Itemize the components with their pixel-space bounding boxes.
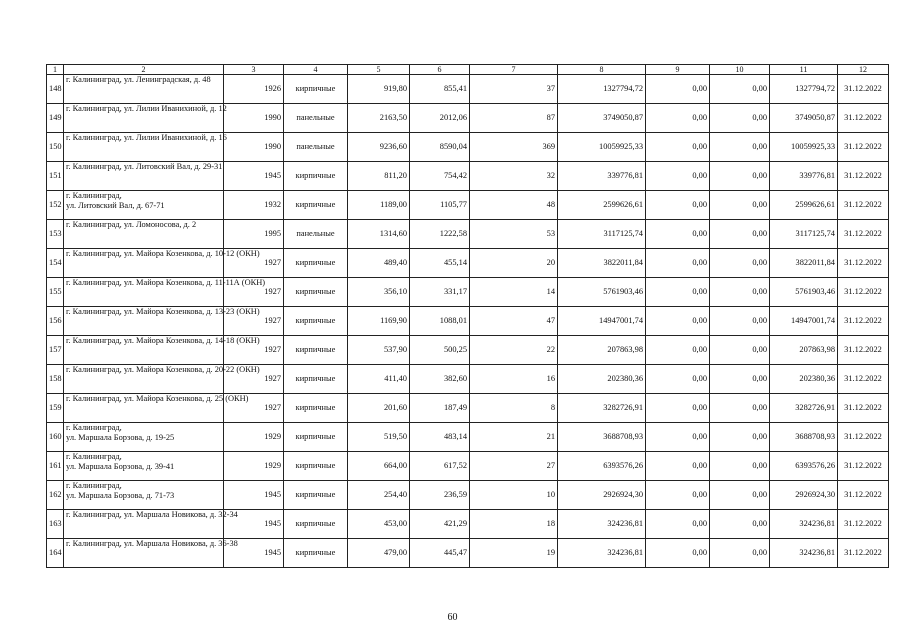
value-cell: 5761903,46 <box>558 278 646 307</box>
address-cell: г. Калининград, ул. Маршала Новикова, д. 32-34 <box>64 510 224 539</box>
row-number-cell: 158 <box>47 365 64 394</box>
value-cell: 0,00 <box>646 278 710 307</box>
year-cell: 1927 <box>224 307 284 336</box>
value-cell: 382,60 <box>410 365 470 394</box>
value-cell: 21 <box>470 423 558 452</box>
value-cell: 0,00 <box>646 133 710 162</box>
wall-material-cell: панельные <box>284 104 348 133</box>
row-number-cell: 152 <box>47 191 64 220</box>
year-cell: 1932 <box>224 191 284 220</box>
value-cell: 0,00 <box>646 481 710 510</box>
value-cell: 22 <box>470 336 558 365</box>
table-row <box>47 452 889 481</box>
wall-material-cell: кирпичные <box>284 365 348 394</box>
wall-material-cell: кирпичные <box>284 249 348 278</box>
value-cell: 664,00 <box>348 452 410 481</box>
table-row <box>47 423 889 452</box>
date-cell: 31.12.2022 <box>838 539 889 568</box>
value-cell: 0,00 <box>710 510 770 539</box>
value-cell: 0,00 <box>710 394 770 423</box>
value-cell: 0,00 <box>646 162 710 191</box>
value-cell: 9236,60 <box>348 133 410 162</box>
table-row <box>47 133 889 162</box>
address-cell: г. Калининград, ул. Майора Козенкова, д. 14-18 (ОКН) <box>64 336 224 365</box>
value-cell: 1088,01 <box>410 307 470 336</box>
date-cell: 31.12.2022 <box>838 278 889 307</box>
table-row <box>47 220 889 249</box>
value-cell: 455,14 <box>410 249 470 278</box>
value-cell: 489,40 <box>348 249 410 278</box>
address-cell: г. Калининград, ул. Ломоносова, д. 2 <box>64 220 224 249</box>
value-cell: 0,00 <box>710 307 770 336</box>
value-cell: 339776,81 <box>770 162 838 191</box>
value-cell: 37 <box>470 75 558 104</box>
value-cell: 3688708,93 <box>770 423 838 452</box>
date-cell: 31.12.2022 <box>838 162 889 191</box>
value-cell: 445,47 <box>410 539 470 568</box>
year-cell: 1927 <box>224 278 284 307</box>
value-cell: 19 <box>470 539 558 568</box>
value-cell: 18 <box>470 510 558 539</box>
wall-material-cell: кирпичные <box>284 394 348 423</box>
address-cell: г. Калининград, ул. Майора Козенкова, д. 10-12 (ОКН) <box>64 249 224 278</box>
value-cell: 0,00 <box>646 75 710 104</box>
value-cell: 32 <box>470 162 558 191</box>
value-cell: 453,00 <box>348 510 410 539</box>
address-cell: г. Калининград, ул. Маршала Новикова, д. 36-38 <box>64 539 224 568</box>
value-cell: 519,50 <box>348 423 410 452</box>
row-number-cell: 148 <box>47 75 64 104</box>
value-cell: 3822011,84 <box>770 249 838 278</box>
value-cell: 2926924,30 <box>558 481 646 510</box>
value-cell: 3822011,84 <box>558 249 646 278</box>
year-cell: 1929 <box>224 423 284 452</box>
table-row <box>47 336 889 365</box>
value-cell: 0,00 <box>646 423 710 452</box>
housing-table <box>46 64 889 568</box>
address-cell: г. Калининград, ул. Литовский Вал, д. 67-71 <box>64 191 224 220</box>
column-header: 6 <box>410 65 470 75</box>
value-cell: 0,00 <box>646 365 710 394</box>
value-cell: 202380,36 <box>770 365 838 394</box>
row-number-cell: 154 <box>47 249 64 278</box>
value-cell: 0,00 <box>646 394 710 423</box>
date-cell: 31.12.2022 <box>838 104 889 133</box>
value-cell: 10059925,33 <box>770 133 838 162</box>
date-cell: 31.12.2022 <box>838 133 889 162</box>
value-cell: 14 <box>470 278 558 307</box>
wall-material-cell: кирпичные <box>284 452 348 481</box>
value-cell: 0,00 <box>646 104 710 133</box>
wall-material-cell: кирпичные <box>284 191 348 220</box>
value-cell: 2599626,61 <box>558 191 646 220</box>
value-cell: 2926924,30 <box>770 481 838 510</box>
value-cell: 0,00 <box>646 539 710 568</box>
table-row <box>47 278 889 307</box>
value-cell: 14947001,74 <box>770 307 838 336</box>
wall-material-cell: панельные <box>284 133 348 162</box>
address-cell: г. Калининград, ул. Майора Козенкова, д. 11-11А (ОКН) <box>64 278 224 307</box>
wall-material-cell: кирпичные <box>284 75 348 104</box>
date-cell: 31.12.2022 <box>838 394 889 423</box>
year-cell: 1929 <box>224 452 284 481</box>
address-cell: г. Калининград, ул. Лилии Иванихиной, д. 12 <box>64 104 224 133</box>
value-cell: 14947001,74 <box>558 307 646 336</box>
value-cell: 0,00 <box>710 220 770 249</box>
row-number-cell: 156 <box>47 307 64 336</box>
value-cell: 2012,06 <box>410 104 470 133</box>
column-header: 5 <box>348 65 410 75</box>
value-cell: 324236,81 <box>770 510 838 539</box>
row-number-cell: 160 <box>47 423 64 452</box>
value-cell: 411,40 <box>348 365 410 394</box>
value-cell: 187,49 <box>410 394 470 423</box>
year-cell: 1945 <box>224 162 284 191</box>
value-cell: 421,29 <box>410 510 470 539</box>
wall-material-cell: кирпичные <box>284 278 348 307</box>
value-cell: 1189,00 <box>348 191 410 220</box>
value-cell: 0,00 <box>710 336 770 365</box>
value-cell: 3282726,91 <box>558 394 646 423</box>
value-cell: 0,00 <box>710 278 770 307</box>
value-cell: 201,60 <box>348 394 410 423</box>
column-header: 10 <box>710 65 770 75</box>
year-cell: 1945 <box>224 539 284 568</box>
date-cell: 31.12.2022 <box>838 249 889 278</box>
value-cell: 479,00 <box>348 539 410 568</box>
row-number-cell: 151 <box>47 162 64 191</box>
column-header: 4 <box>284 65 348 75</box>
value-cell: 324236,81 <box>558 510 646 539</box>
value-cell: 919,80 <box>348 75 410 104</box>
value-cell: 0,00 <box>646 336 710 365</box>
value-cell: 0,00 <box>710 162 770 191</box>
table-row <box>47 191 889 220</box>
table-row <box>47 394 889 423</box>
value-cell: 617,52 <box>410 452 470 481</box>
value-cell: 27 <box>470 452 558 481</box>
address-cell: г. Калининград, ул. Майора Козенкова, д. 25 (ОКН) <box>64 394 224 423</box>
value-cell: 0,00 <box>710 133 770 162</box>
value-cell: 0,00 <box>646 191 710 220</box>
date-cell: 31.12.2022 <box>838 423 889 452</box>
value-cell: 0,00 <box>710 75 770 104</box>
value-cell: 0,00 <box>710 539 770 568</box>
value-cell: 0,00 <box>710 191 770 220</box>
value-cell: 87 <box>470 104 558 133</box>
year-cell: 1990 <box>224 133 284 162</box>
address-cell: г. Калининград, ул. Майора Козенкова, д. 13-23 (ОКН) <box>64 307 224 336</box>
value-cell: 331,17 <box>410 278 470 307</box>
table-row <box>47 510 889 539</box>
address-cell: г. Калининград, ул. Маршала Борзова, д. 39-41 <box>64 452 224 481</box>
date-cell: 31.12.2022 <box>838 75 889 104</box>
value-cell: 324236,81 <box>770 539 838 568</box>
table-row <box>47 365 889 394</box>
table-row <box>47 539 889 568</box>
row-number-cell: 149 <box>47 104 64 133</box>
table-row <box>47 162 889 191</box>
date-cell: 31.12.2022 <box>838 220 889 249</box>
value-cell: 0,00 <box>646 510 710 539</box>
column-header: 11 <box>770 65 838 75</box>
value-cell: 202380,36 <box>558 365 646 394</box>
value-cell: 811,20 <box>348 162 410 191</box>
value-cell: 53 <box>470 220 558 249</box>
year-cell: 1927 <box>224 365 284 394</box>
value-cell: 3749050,87 <box>770 104 838 133</box>
value-cell: 47 <box>470 307 558 336</box>
value-cell: 2163,50 <box>348 104 410 133</box>
year-cell: 1927 <box>224 336 284 365</box>
row-number-cell: 155 <box>47 278 64 307</box>
date-cell: 31.12.2022 <box>838 191 889 220</box>
year-cell: 1927 <box>224 249 284 278</box>
date-cell: 31.12.2022 <box>838 452 889 481</box>
row-number-cell: 157 <box>47 336 64 365</box>
wall-material-cell: кирпичные <box>284 423 348 452</box>
table-row <box>47 75 889 104</box>
year-cell: 1927 <box>224 394 284 423</box>
value-cell: 0,00 <box>710 423 770 452</box>
value-cell: 0,00 <box>646 307 710 336</box>
value-cell: 0,00 <box>646 452 710 481</box>
table-row <box>47 307 889 336</box>
address-cell: г. Калининград, ул. Лилии Иванихиной, д. 16 <box>64 133 224 162</box>
value-cell: 0,00 <box>646 249 710 278</box>
value-cell: 855,41 <box>410 75 470 104</box>
year-cell: 1990 <box>224 104 284 133</box>
value-cell: 207863,98 <box>558 336 646 365</box>
column-header: 3 <box>224 65 284 75</box>
value-cell: 5761903,46 <box>770 278 838 307</box>
value-cell: 0,00 <box>710 452 770 481</box>
value-cell: 483,14 <box>410 423 470 452</box>
date-cell: 31.12.2022 <box>838 481 889 510</box>
value-cell: 6393576,26 <box>770 452 838 481</box>
row-number-cell: 150 <box>47 133 64 162</box>
column-header: 9 <box>646 65 710 75</box>
value-cell: 339776,81 <box>558 162 646 191</box>
value-cell: 20 <box>470 249 558 278</box>
value-cell: 1327794,72 <box>558 75 646 104</box>
wall-material-cell: кирпичные <box>284 162 348 191</box>
row-number-cell: 163 <box>47 510 64 539</box>
year-cell: 1945 <box>224 481 284 510</box>
value-cell: 1314,60 <box>348 220 410 249</box>
address-cell: г. Калининград, ул. Маршала Борзова, д. 19-25 <box>64 423 224 452</box>
wall-material-cell: панельные <box>284 220 348 249</box>
wall-material-cell: кирпичные <box>284 307 348 336</box>
value-cell: 8 <box>470 394 558 423</box>
value-cell: 356,10 <box>348 278 410 307</box>
column-header: 1 <box>47 65 64 75</box>
column-header: 12 <box>838 65 889 75</box>
value-cell: 207863,98 <box>770 336 838 365</box>
date-cell: 31.12.2022 <box>838 365 889 394</box>
value-cell: 0,00 <box>710 481 770 510</box>
value-cell: 6393576,26 <box>558 452 646 481</box>
column-header: 2 <box>64 65 224 75</box>
value-cell: 0,00 <box>710 104 770 133</box>
value-cell: 3749050,87 <box>558 104 646 133</box>
value-cell: 1327794,72 <box>770 75 838 104</box>
address-cell: г. Калининград, ул. Литовский Вал, д. 29-31 <box>64 162 224 191</box>
table-row <box>47 104 889 133</box>
row-number-cell: 159 <box>47 394 64 423</box>
value-cell: 324236,81 <box>558 539 646 568</box>
address-cell: г. Калининград, ул. Ленинградская, д. 48 <box>64 75 224 104</box>
value-cell: 0,00 <box>710 365 770 394</box>
year-cell: 1926 <box>224 75 284 104</box>
column-header: 8 <box>558 65 646 75</box>
value-cell: 3282726,91 <box>770 394 838 423</box>
page-number: 60 <box>447 612 458 623</box>
column-number-row <box>47 65 889 75</box>
value-cell: 500,25 <box>410 336 470 365</box>
value-cell: 0,00 <box>646 220 710 249</box>
value-cell: 48 <box>470 191 558 220</box>
wall-material-cell: кирпичные <box>284 481 348 510</box>
value-cell: 3117125,74 <box>770 220 838 249</box>
row-number-cell: 161 <box>47 452 64 481</box>
value-cell: 1105,77 <box>410 191 470 220</box>
value-cell: 3688708,93 <box>558 423 646 452</box>
value-cell: 369 <box>470 133 558 162</box>
date-cell: 31.12.2022 <box>838 336 889 365</box>
value-cell: 1169,90 <box>348 307 410 336</box>
row-number-cell: 164 <box>47 539 64 568</box>
value-cell: 2599626,61 <box>770 191 838 220</box>
value-cell: 10059925,33 <box>558 133 646 162</box>
table-row <box>47 249 889 278</box>
value-cell: 754,42 <box>410 162 470 191</box>
address-cell: г. Калининград, ул. Маршала Борзова, д. 71-73 <box>64 481 224 510</box>
value-cell: 254,40 <box>348 481 410 510</box>
value-cell: 0,00 <box>710 249 770 278</box>
address-cell: г. Калининград, ул. Майора Козенкова, д. 20-22 (ОКН) <box>64 365 224 394</box>
date-cell: 31.12.2022 <box>838 510 889 539</box>
year-cell: 1995 <box>224 220 284 249</box>
value-cell: 8590,04 <box>410 133 470 162</box>
column-header: 7 <box>470 65 558 75</box>
wall-material-cell: кирпичные <box>284 539 348 568</box>
row-number-cell: 153 <box>47 220 64 249</box>
value-cell: 16 <box>470 365 558 394</box>
table-row <box>47 481 889 510</box>
wall-material-cell: кирпичные <box>284 510 348 539</box>
value-cell: 3117125,74 <box>558 220 646 249</box>
value-cell: 236,59 <box>410 481 470 510</box>
year-cell: 1945 <box>224 510 284 539</box>
row-number-cell: 162 <box>47 481 64 510</box>
wall-material-cell: кирпичные <box>284 336 348 365</box>
date-cell: 31.12.2022 <box>838 307 889 336</box>
value-cell: 1222,58 <box>410 220 470 249</box>
value-cell: 10 <box>470 481 558 510</box>
value-cell: 537,90 <box>348 336 410 365</box>
